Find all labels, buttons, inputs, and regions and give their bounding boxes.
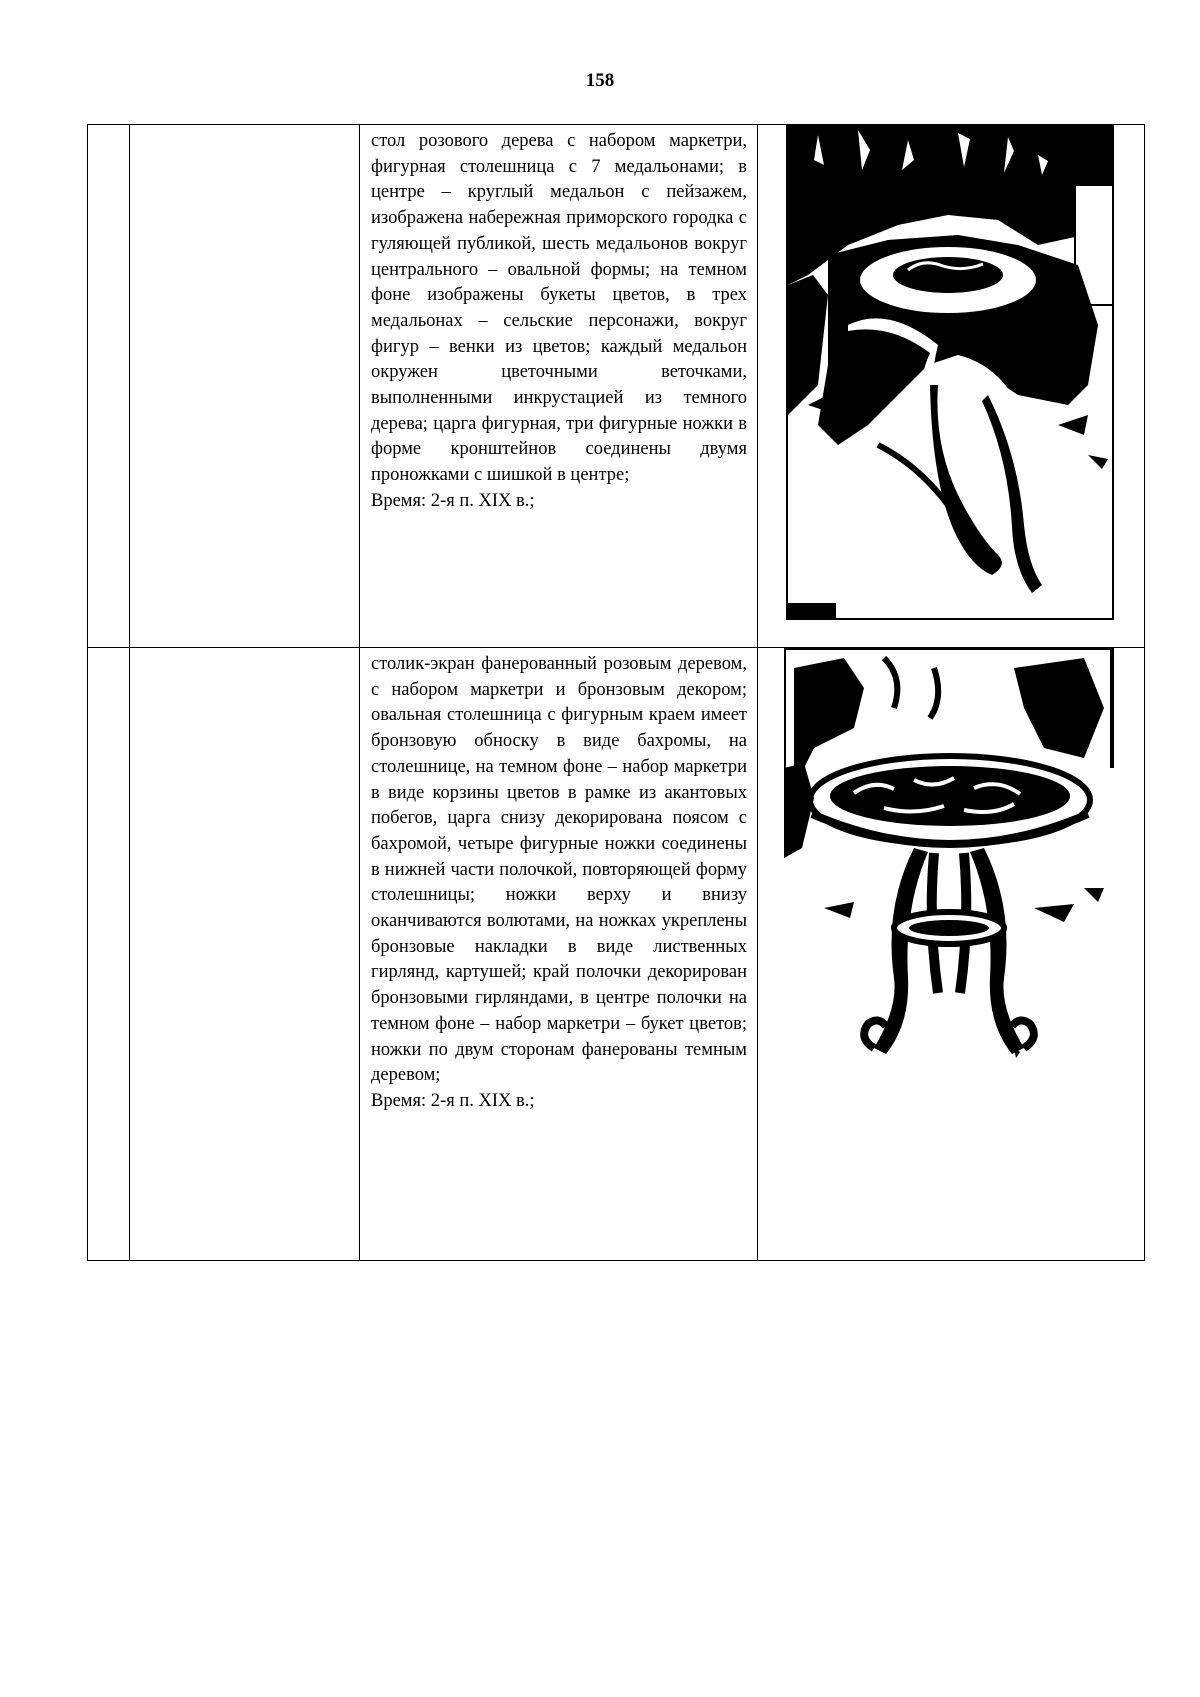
- photo-cell: [758, 648, 1145, 1261]
- name-cell: [130, 125, 360, 648]
- item-time: Время: 2-я п. XIX в.;: [371, 1090, 535, 1111]
- catalog-table: [87, 124, 1145, 1261]
- number-cell: [88, 648, 130, 1261]
- page-number: 158: [585, 70, 615, 91]
- description-cell: [360, 125, 758, 648]
- photo-cell: [758, 125, 1145, 648]
- item-time: Время: 2-я п. XIX в.;: [371, 490, 535, 511]
- table-row: [88, 125, 1145, 648]
- item-description: стол розового дерева с набором маркетри, фигурная столешница с 7 медальонами; в центре – круглый медальон с пейзажем, изображена набережная приморского городка с гуляющей публикой, шесть медальонов вокруг центрального – овальной формы; на темном фоне изображены букеты цветов, в трех медальонах – сельские персонажи, вокруг фигур – венки из цветов; каждый медальон окружен цветочными веточками, выполненными инкрустацией из темного дерева; царга фигурная, три фигурные ножки в форме кронштейнов соединены двумя проножками с шишкой в центре;: [371, 131, 747, 486]
- name-cell: [130, 648, 360, 1261]
- description-cell: [360, 648, 758, 1261]
- number-cell: [88, 125, 130, 648]
- carved-round-table-photo: [786, 125, 1114, 620]
- table-row: [88, 648, 1145, 1261]
- item-description: столик-экран фанерованный розовым деревом, с набором маркетри и бронзовым декором; овальная столешница с фигурным краем имеет бронзовую обноску в виде бахромы, на столешнице, на темном фоне – набор маркетри в виде корзины цветов в рамке из акантовых побегов, царга снизу декорирована поясом с бахромой, четыре фигурные ножки соединены в нижней части полочкой, повторяющей форму столешницы; ножки верху и внизу оканчиваются волютами, на ножках укреплены бронзовые накладки в виде лиственных гирлянд, картушей; край полочки декорирован бронзовыми гирляндами, в центре полочки на темном фоне – набор маркетри – букет цветов; ножки по двум сторонам фанерованы темным деревом;: [371, 654, 747, 1086]
- oval-screen-table-photo: [784, 648, 1116, 1078]
